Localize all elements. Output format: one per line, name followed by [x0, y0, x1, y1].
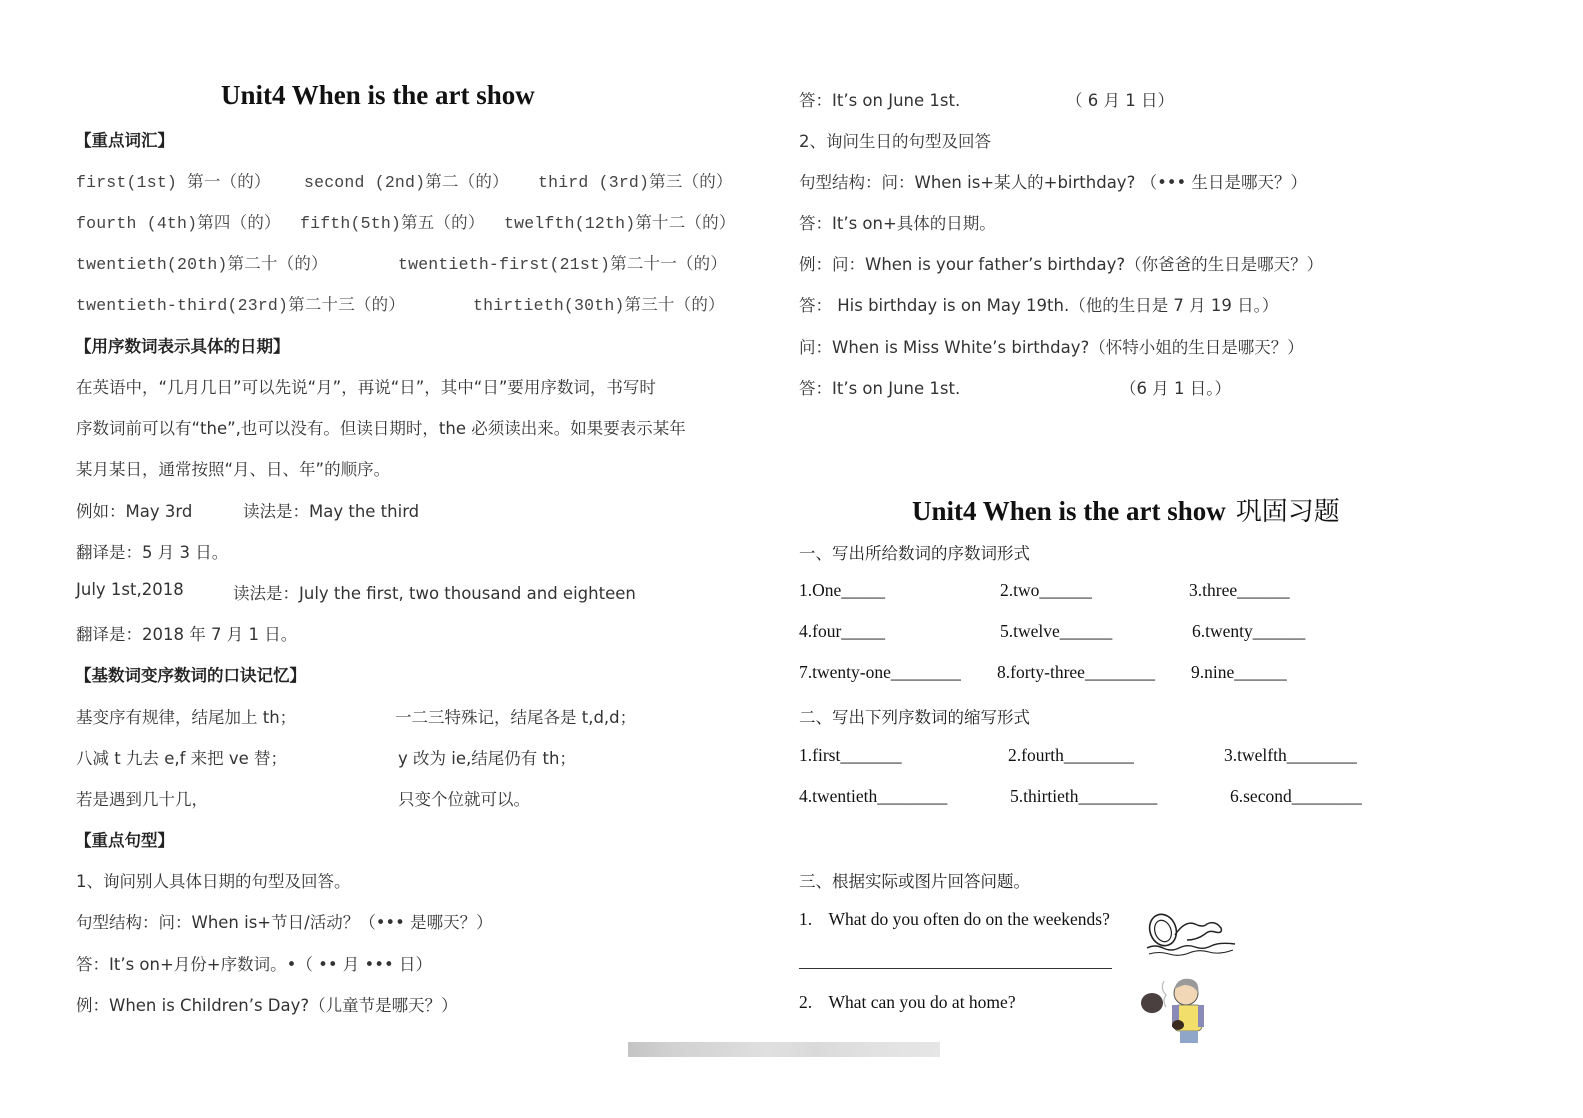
- example-written: July 1st,2018: [76, 580, 184, 599]
- exercise-title-cn: 巩固习题: [1235, 497, 1340, 527]
- exercise-title: [912, 491, 1340, 528]
- question-number: 1.: [799, 909, 813, 929]
- answer-note: （6 月 1 日。）: [1120, 379, 1231, 398]
- example-translation: 翻译是：5 月 3 日。: [76, 543, 229, 562]
- example-reading: 读法是：May the third: [243, 502, 420, 521]
- exercise-item[interactable]: 5.thirtieth_________: [1010, 786, 1158, 806]
- vocab-item: twentieth-third(23rd)第二十三（的）: [76, 296, 406, 315]
- part2-heading: 二、写出下列序数词的缩写形式: [799, 708, 1030, 727]
- sentence-line: 答：It’s on+月份+序数词。•（ •• 月 ••• 日）: [76, 955, 432, 974]
- exercise-item[interactable]: 7.twenty-one________: [799, 662, 961, 682]
- answer-blank-line[interactable]: [799, 968, 1112, 969]
- example-written: 例如：May 3rd: [76, 502, 193, 521]
- exercise-item[interactable]: 3.three______: [1189, 580, 1290, 600]
- exercise-item[interactable]: 1.One_____: [799, 580, 886, 600]
- example-reading: 读法是：July the first, two thousand and eighteen: [233, 584, 636, 603]
- sentence-line: 句型结构：问：When is+某人的+birthday? （••• 生日是哪天？）: [799, 173, 1308, 192]
- cooking-person-illustration-icon: [1138, 975, 1213, 1045]
- answer-note: （ 6 月 1 日）: [1066, 91, 1174, 110]
- vocab-item: third (3rd)第三（的）: [538, 173, 733, 192]
- date-paragraph-line: 在英语中，“几月几日”可以先说“月”，再说“日”，其中“日”要用序数词，书写时: [76, 378, 656, 397]
- date-heading: 【用序数词表示具体的日期】: [75, 337, 290, 356]
- mnemonic-line: 一二三特殊记，结尾各是 t,d,d；: [395, 708, 637, 727]
- exercise-item[interactable]: 6.second________: [1230, 786, 1362, 806]
- sentence-line: 1、询问别人具体日期的句型及回答。: [76, 872, 351, 891]
- exercise-item[interactable]: 4.twentieth________: [799, 786, 948, 806]
- exercise-title-en: Unit4 When is the art show: [912, 496, 1226, 526]
- watermark-bar: [628, 1042, 940, 1057]
- page-title: Unit4 When is the art show: [221, 80, 535, 110]
- exercise-item[interactable]: 8.forty-three________: [997, 662, 1155, 682]
- sentence-line: 2、询问生日的句型及回答: [799, 132, 991, 151]
- sentence-line: 答： His birthday is on May 19th.（他的生日是 7 月 19 日。）: [799, 296, 1279, 315]
- question-1: [799, 909, 1110, 930]
- sentence-line: 问：When is Miss White’s birthday?（怀特小姐的生日是哪天？）: [799, 338, 1304, 357]
- mnemonic-line: 基变序有规律，结尾加上 th；: [76, 708, 297, 727]
- sentence-heading: 【重点句型】: [75, 831, 174, 850]
- vocab-item: twelfth(12th)第十二（的）: [504, 214, 736, 233]
- sentence-line: 句型结构：问：When is+节日/活动？（••• 是哪天？）: [76, 913, 493, 932]
- part1-heading: 一、写出所给数词的序数词形式: [799, 544, 1030, 563]
- mnemonic-line: 只变个位就可以。: [398, 790, 530, 809]
- vocab-item: fourth (4th)第四（的）: [76, 214, 281, 233]
- vocab-item: fifth(5th)第五（的）: [300, 214, 485, 233]
- exercise-item[interactable]: 2.two______: [1000, 580, 1092, 600]
- vocab-item: second (2nd)第二（的）: [304, 173, 509, 192]
- example-translation: 翻译是：2018 年 7 月 1 日。: [76, 625, 298, 644]
- exercise-item[interactable]: 9.nine______: [1191, 662, 1287, 682]
- question-text: What can you do at home?: [828, 992, 1016, 1012]
- exercise-item[interactable]: 2.fourth________: [1008, 745, 1134, 765]
- vocab-item: twentieth(20th)第二十（的）: [76, 255, 328, 274]
- swimmer-illustration-icon: [1145, 910, 1240, 962]
- exercise-item[interactable]: 4.four_____: [799, 621, 886, 641]
- answer-line: 答：It’s on June 1st.: [799, 91, 961, 110]
- question-number: 2.: [799, 992, 813, 1012]
- date-paragraph-line: 序数词前可以有“the”,也可以没有。但读日期时，the 必须读出来。如果要表示某年: [76, 419, 686, 438]
- mnemonic-line: 八减 t 九去 e,f 来把 ve 替；: [76, 749, 288, 768]
- mnemonic-line: y 改为 ie,结尾仍有 th；: [398, 749, 576, 768]
- question-2: [799, 992, 1016, 1013]
- exercise-item[interactable]: 6.twenty______: [1192, 621, 1306, 641]
- part3-heading: 三、根据实际或图片回答问题。: [799, 872, 1030, 891]
- exercise-item[interactable]: 3.twelfth________: [1224, 745, 1357, 765]
- exercise-item[interactable]: 5.twelve______: [1000, 621, 1113, 641]
- answer-line: 答：It’s on June 1st.: [799, 379, 961, 398]
- sentence-line: 答：It’s on+具体的日期。: [799, 214, 996, 233]
- vocab-item: twentieth-first(21st)第二十一（的）: [398, 255, 728, 274]
- exercise-item[interactable]: 1.first_______: [799, 745, 902, 765]
- vocab-heading: 【重点词汇】: [75, 131, 174, 150]
- mnemonic-heading: 【基数词变序数词的口诀记忆】: [75, 666, 306, 685]
- vocab-item: first(1st) 第一（的）: [76, 173, 271, 192]
- vocab-item: thirtieth(30th)第三十（的）: [473, 296, 725, 315]
- sentence-line: 例：问：When is your father’s birthday?（你爸爸的生日是哪天？）: [799, 255, 1324, 274]
- sentence-line: 例：When is Children’s Day?（儿童节是哪天？）: [76, 996, 458, 1015]
- question-text: What do you often do on the weekends?: [828, 909, 1110, 929]
- mnemonic-line: 若是遇到几十几，: [76, 790, 208, 809]
- date-paragraph-line: 某月某日，通常按照“月、日、年”的顺序。: [76, 460, 391, 479]
